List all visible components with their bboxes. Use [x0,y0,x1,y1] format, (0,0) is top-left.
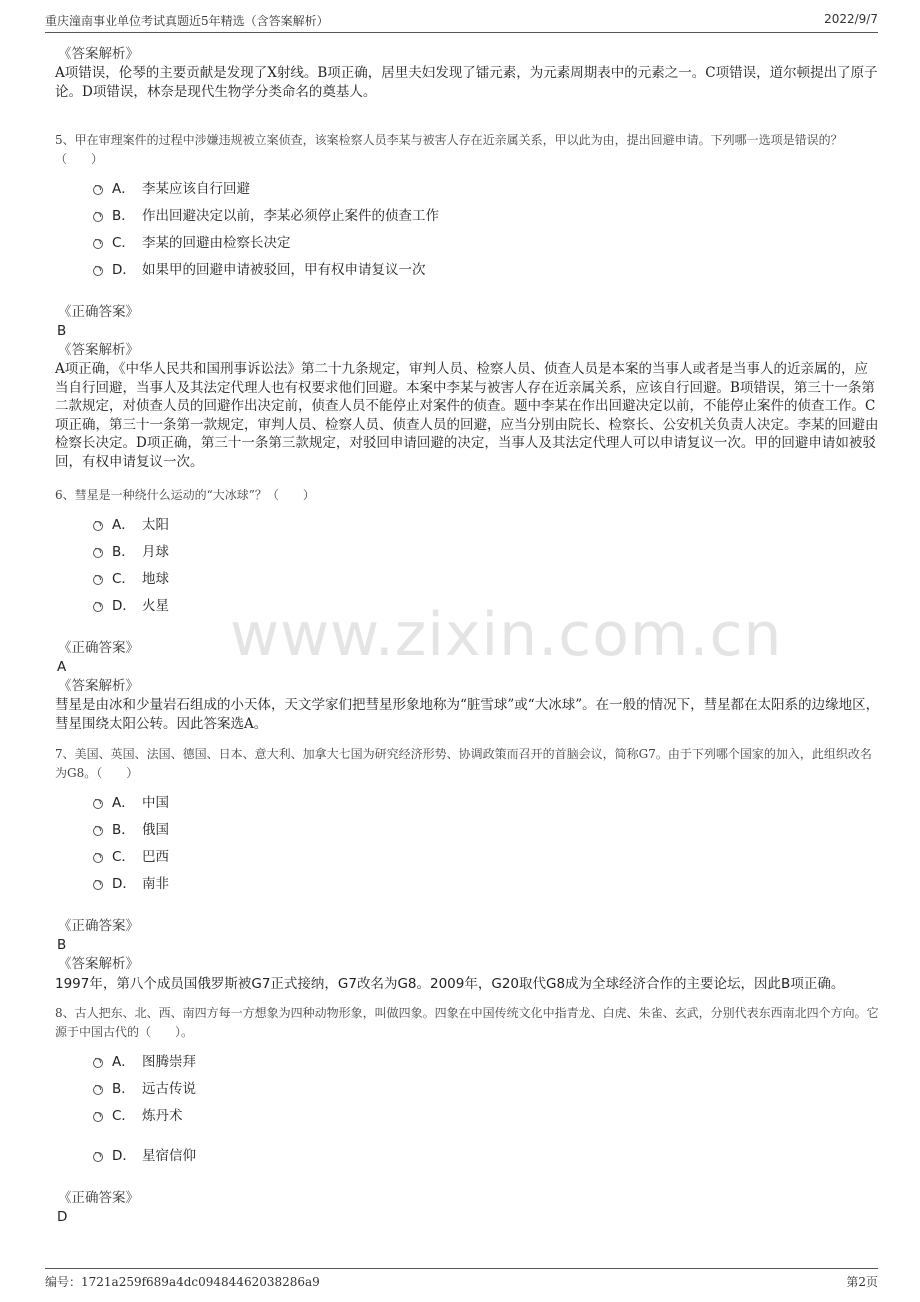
option-a[interactable]: A． 中国 [93,787,880,814]
radio-icon[interactable] [93,1112,103,1122]
question-6-answer: A [57,659,67,675]
question-7-text: 7、美国、英国、法国、德国、日本、意大利、加拿大七国为研究经济形势、协调政策而召开的首脑会议，简称G7。由于下列哪个国家的加入，此组织改名为G8。（ ） [55,747,872,780]
page-footer [45,1268,878,1293]
option-c[interactable]: C． 地球 [93,563,880,590]
radio-icon[interactable] [93,602,103,612]
q4-explanation: A项错误，伦琴的主要贡献是发现了X射线。B项正确，居里夫妇发现了镭元素，为元素周期表中的元素之一。C项错误，道尔顿提出了原子论。D项错误，林奈是现代生物学分类命名的奠基人。 [55,65,878,100]
option-a[interactable]: A． 图腾崇拜 [93,1046,880,1073]
document-content [55,44,880,1227]
radio-icon[interactable] [93,575,103,585]
document-id: 编号：1721a259f689a4dc09484462038286a9 [45,1275,320,1289]
question-7-options [93,787,880,895]
question-6-options [93,509,880,617]
question-5-options [93,173,880,281]
option-b[interactable]: B． 月球 [93,536,880,563]
radio-icon[interactable] [93,880,103,890]
radio-icon[interactable] [93,521,103,531]
radio-icon[interactable] [93,1058,103,1068]
radio-icon[interactable] [93,826,103,836]
question-5-text: 5、甲在审理案件的过程中涉嫌违规被立案侦查，该案检察人员李某与被害人存在近亲属关系，甲以此为由，提出回避申请。下列哪一选项是错误的？（ ） [55,133,843,166]
question-8-options [93,1046,880,1167]
option-b[interactable]: B． 俄国 [93,814,880,841]
document-date: 2022/9/7 [824,12,878,26]
question-5-answer: B [57,323,67,339]
analysis-label: 《答案解析》 [58,46,139,62]
correct-answer-label: 《正确答案》 [58,1190,139,1206]
option-d[interactable]: D． 火星 [93,590,880,617]
option-a[interactable]: A． 太阳 [93,509,880,536]
option-d[interactable]: D． 如果甲的回避申请被驳回，甲有权申请复议一次 [93,254,880,281]
analysis-label: 《答案解析》 [58,342,139,358]
option-b[interactable]: B． 远古传说 [93,1073,880,1100]
question-8-text: 8、古人把东、北、西、南四方每一方想象为四种动物形象，叫做四象。四象在中国传统文化中指青龙、白虎、朱雀、玄武，分别代表东西南北四个方向。它源于中国古代的（ ）。 [55,1006,879,1039]
radio-icon[interactable] [93,799,103,809]
radio-icon[interactable] [93,1152,103,1162]
radio-icon[interactable] [93,853,103,863]
radio-icon[interactable] [93,212,103,222]
question-7-answer: B [57,937,67,953]
radio-icon[interactable] [93,548,103,558]
option-a[interactable]: A． 李某应该自行回避 [93,173,880,200]
question-6-text: 6、彗星是一种绕什么运动的“大冰球”？（ ） [55,488,315,502]
radio-icon[interactable] [93,1085,103,1095]
option-c[interactable]: C． 巴西 [93,841,880,868]
option-c[interactable]: C． 炼丹术 [93,1100,880,1127]
analysis-label: 《答案解析》 [58,678,139,694]
page-header [45,10,878,33]
question-7-explanation: 1997年，第八个成员国俄罗斯被G7正式接纳，G7改名为G8。2009年，G20取代G8成为全球经济合作的主要论坛，因此B项正确。 [55,976,845,992]
option-d[interactable]: D． 南非 [93,868,880,895]
correct-answer-label: 《正确答案》 [58,918,139,934]
radio-icon[interactable] [93,266,103,276]
option-b[interactable]: B． 作出回避决定以前，李某必须停止案件的侦查工作 [93,200,880,227]
page-number: 第2页 [846,1275,878,1289]
option-d[interactable]: D． 星宿信仰 [93,1140,880,1167]
analysis-label: 《答案解析》 [58,956,139,972]
watermark: www.zixin.com.cn [230,600,783,670]
correct-answer-label: 《正确答案》 [58,640,139,656]
question-6-explanation: 彗星是由冰和少量岩石组成的小天体，天文学家们把彗星形象地称为“脏雪球”或“大冰球”。在一般的情况下，彗星都在太阳系的边缘地区，彗星围绕太阳公转。因此答案选A。 [55,697,880,732]
question-8-answer: D [57,1209,68,1225]
radio-icon[interactable] [93,185,103,195]
document-title: 重庆潼南事业单位考试真题近5年精选（含答案解析） [45,14,329,28]
correct-answer-label: 《正确答案》 [58,304,139,320]
option-c[interactable]: C． 李某的回避由检察长决定 [93,227,880,254]
question-5-explanation: A项正确，《中华人民共和国刑事诉讼法》第二十九条规定，审判人员、检察人员、侦查人员是本案的当事人或者是当事人的近亲属的，应当自行回避，当事人及其法定代理人也有权要求他们回避。本案中李某与被害人存在近亲属关系，应该自行回避。B项错误，第三十一条第二款规定，对侦查人员的回避作出决定前，侦查人员不能停止对案件的侦查。题中李某在作出回避决定以前，不能停止案件的侦查工作。C项正确，第三十一条第一款规定，审判人员、检察人员、侦查人员的回避，应当分别由院长、检察长、公安机关负责人决定。李某的回避由检察长决定。D项正确，第三十一条第三款规定，对驳回申请回避的决定，当事人及其法定代理人可以申请复议一次。甲的回避申请如被驳回，有权申请复议一次。 [55,361,879,470]
radio-icon[interactable] [93,239,103,249]
